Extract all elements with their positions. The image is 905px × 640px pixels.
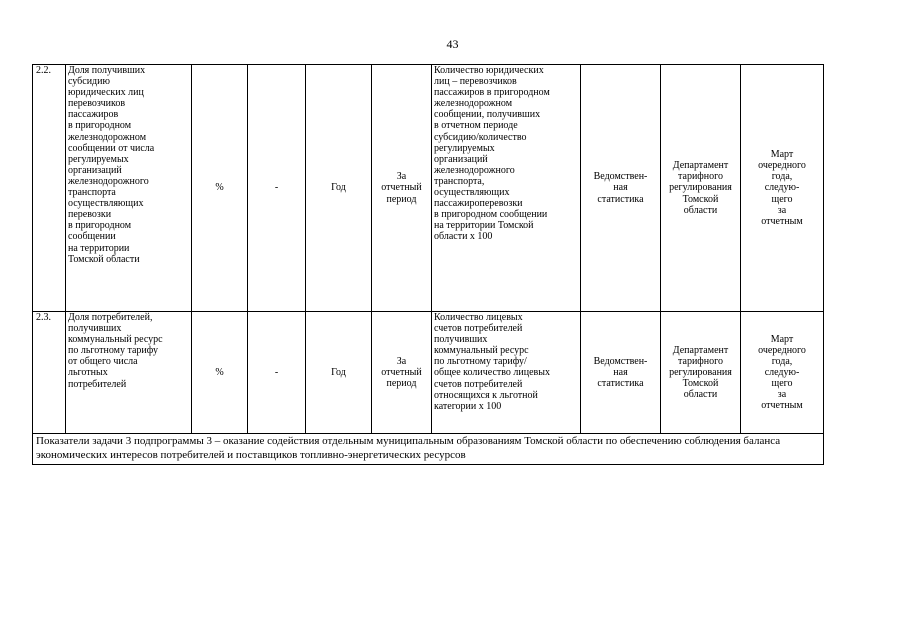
unit-cell: % [192, 312, 248, 434]
source-cell: Ведомствен- ная статистика [581, 65, 661, 312]
indicator-name: Доля получивших субсидию юридических лиц перевозчиков пассажиров в пригородном железнодорожном сообщении от числа регулируемых организаций железнодорожного транспорта осуществляющих перевозки в пригородном сообщении на территории Томской области [66, 65, 192, 312]
indicator-name: Доля потребителей, получивших коммунальный ресурс по льготному тарифу от общего числа льготных потребителей [66, 312, 192, 434]
dash-cell: - [248, 65, 306, 312]
deadline-cell: Март очередного года, следую- щего за отчетным [741, 312, 824, 434]
row-number: 2.2. [33, 65, 66, 312]
table-row [33, 312, 824, 434]
unit-cell: % [192, 65, 248, 312]
deadline-cell: Март очередного года, следую- щего за отчетным [741, 65, 824, 312]
source-cell: Ведомствен- ная статистика [581, 312, 661, 434]
dash-cell: - [248, 312, 306, 434]
section-title: Показатели задачи 3 подпрограммы 3 – оказание содействия отдельным муниципальным образованиям Томской области по обеспечению соблюдения баланса экономических интересов потребителей и поставщиков топливно-энергетических ресурсов [33, 434, 824, 465]
responsible-cell: Департамент тарифного регулирования Томской области [661, 65, 741, 312]
row-number: 2.3. [33, 312, 66, 434]
formula-cell: Количество юридических лиц – перевозчиков пассажиров в пригородном железнодорожном сообщении, получивших в отчетном периоде субсидию/количество регулируемых организаций железнодорожного транспорта, осуществляющих пассажироперевозки в пригородном сообщении на территории Томской области х 100 [432, 65, 581, 312]
section-header-row [33, 434, 824, 465]
frequency-cell: За отчетный период [372, 65, 432, 312]
indicators-table [32, 64, 824, 465]
period-cell: Год [306, 312, 372, 434]
frequency-cell: За отчетный период [372, 312, 432, 434]
period-cell: Год [306, 65, 372, 312]
formula-cell: Количество лицевых счетов потребителей получивших коммунальный ресурс по льготному тарифу/ общее количество лицевых счетов потребителей относящихся к льготной категории х 100 [432, 312, 581, 434]
table-row [33, 65, 824, 312]
page-number: 43 [446, 37, 459, 51]
responsible-cell: Департамент тарифного регулирования Томской области [661, 312, 741, 434]
